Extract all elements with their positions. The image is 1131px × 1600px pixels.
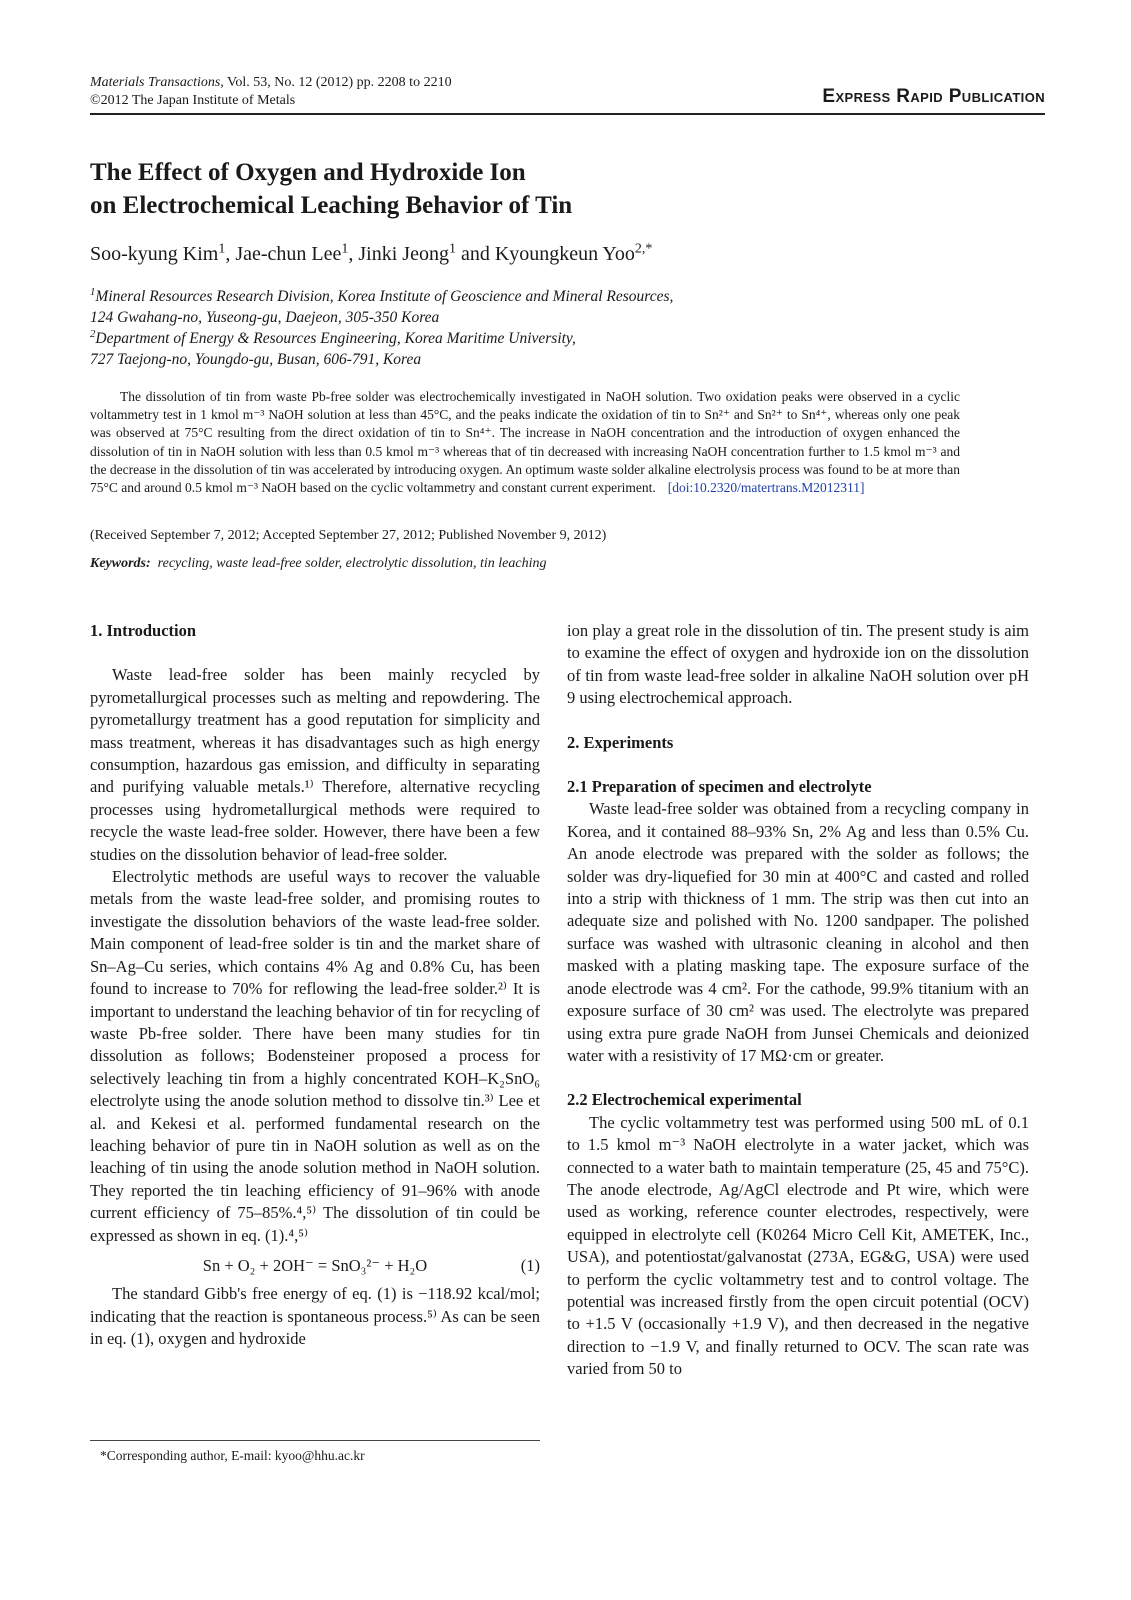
- affiliations: [90, 286, 673, 370]
- section-heading: 1. Introduction: [90, 621, 197, 640]
- subsection-heading: 2.1 Preparation of specimen and electrolyte: [567, 777, 872, 797]
- author-sep: and: [455, 243, 495, 265]
- paper-title: [90, 156, 990, 222]
- equation: [90, 1255, 540, 1277]
- footnote-rule: [90, 1440, 540, 1441]
- affil-number: 1: [90, 285, 96, 298]
- paragraph: Waste lead-free solder was obtained from a recycling company in Korea, and it contained 88–93% Sn, 2% Ag and less than 0.5% Cu. An anode electrode was prepared with the solder as follows; the solder was dry-liquefied for 30 min at 400°C and casted and rolled into a strip with thickness of 1 mm. The strip was then cut into an adequate size and polished with No. 1200 sandpaper. The polished surface was washed with ultrasonic cleaning in alcohol and then masked with a plating masking tape. The exposure surface of the anode electrode was 4 cm². For the cathode, 99.9% titanium with an exposure surface of 30 cm² was used. The electrolyte was prepared using extra pure grade NaOH from Junsei Chemicals and deionized water with a resistivity of 17 MΩ·cm or greater.: [567, 799, 1029, 1065]
- affil-number: 2: [90, 327, 96, 340]
- author-name: Jinki Jeong: [358, 243, 449, 265]
- header-rule: [90, 113, 1045, 115]
- journal-header: [90, 74, 452, 110]
- received-dates: (Received September 7, 2012; Accepted September 27, 2012; Published November 9, 2012): [90, 528, 607, 543]
- footnote: *Corresponding author, E-mail: kyoo@hhu.ac.kr: [100, 1448, 365, 1463]
- author-affil: 1: [341, 241, 349, 257]
- equation-number: (1): [520, 1255, 540, 1275]
- affil-line: Department of Energy & Resources Engineering, Korea Maritime University,: [95, 330, 576, 347]
- affil-line: Mineral Resources Research Division, Korea Institute of Geoscience and Mineral Resources,: [95, 288, 674, 305]
- title-line-1: The Effect of Oxygen and Hydroxide Ion: [90, 159, 526, 186]
- affil-line: 124 Gwahang-no, Yuseong-gu, Daejeon, 305-350 Korea: [90, 309, 440, 326]
- author-name: Jae-chun Lee: [235, 243, 342, 265]
- title-line-2: on Electrochemical Leaching Behavior of Tin: [90, 192, 573, 219]
- paragraph: ion play a great role in the dissolution of tin. The present study is aim to examine the effect of oxygen and hydroxide ion on the dissolution of tin from waste lead-free solder in alkaline NaOH solution over pH 9 using electrochemical approach.: [567, 621, 1029, 708]
- section-heading: 2. Experiments: [567, 732, 674, 752]
- affil-line: 727 Taejong-no, Youngdo-gu, Busan, 606-791, Korea: [90, 351, 422, 368]
- abstract-text: The dissolution of tin from waste Pb-free solder was electrochemically investigated in NaOH solution. Two oxidation peaks were observed in a cyclic voltammetry test in 1 kmol m⁻³ NaOH solution at less than 45°C, and the peaks indicate the oxidation of tin to Sn²⁺ and Sn²⁺ to Sn⁴⁺, whereas only one peak was observed at 75°C resulting from the direct oxidation of tin to Sn⁴⁺. The increase in NaOH concentration and the introduction of oxygen enhanced the dissolution of tin in NaOH solution with less than 0.5 kmol m⁻³ whereas that of tin decreased with increasing NaOH concentration further to 1.5 kmol m⁻³ and the decrease in the dissolution of tin was accelerated by introducing oxygen. An optimum waste solder alkaline electrolysis process was found to be at more than 75°C and around 0.5 kmol m⁻³ NaOH based on the cyclic voltammetry and constant current experiment.: [90, 389, 960, 496]
- paragraph: Waste lead-free solder has been mainly recycled by pyrometallurgical processes such as melting and repowdering. The pyrometallurgy treatment has a good reputation for simplicity and mass treatment, whereas it has disadvantages such as high energy consumption, hazardous gas emission, and difficulty in separating and purifying valuable metals.¹⁾ Therefore, alternative recycling processes using hydrometallurgical methods were required to recycle the waste lead-free solder. However, there have been a few studies on the dissolution behavior of lead-free solder.: [90, 665, 540, 864]
- journal-details: , Vol. 53, No. 12 (2012) pp. 2208 to 2210: [220, 75, 452, 90]
- copyright: ©2012 The Japan Institute of Metals: [90, 93, 296, 108]
- subsection-heading: 2.2 Electrochemical experimental: [567, 1090, 802, 1110]
- author-list: [90, 243, 652, 266]
- author-affil: 1: [218, 241, 226, 257]
- keywords-value: recycling, waste lead-free solder, electrolytic dissolution, tin leaching: [157, 556, 547, 571]
- paragraph: Electrolytic methods are useful ways to recover the valuable metals from the waste lead-free solder, and promising routes to investigate the dissolution behaviors of the waste lead-free solder. Main component of lead-free solder is tin and the market share of Sn–Ag–Cu series, which contains 4% Ag and 0.8% Cu, has been found to increase to 70% for reflowing the lead-free solder.²⁾ It is important to understand the leaching behavior of tin for recycling of waste Pb-free solder. There have been many studies for tin dissolution as follows; Bodensteiner proposed a process for selectively leaching tin from a highly concentrated KOH–K₂SnO₆ electrolyte using the anode solution method to dissolve tin.³⁾ Lee et al. and Kekesi et al. performed fundamental research on the leaching behavior of pure tin in NaOH solution as well as on the leaching of tin using the anode solution method in NaOH solution. They reported the tin leaching efficiency of 91–96% with anode current efficiency of 75–85%.⁴,⁵⁾ The dissolution of tin could be expressed as shown in eq. (1).⁴,⁵⁾: [90, 867, 540, 1245]
- author-affil: 1: [448, 241, 456, 257]
- author-name: Soo-kyung Kim: [90, 243, 219, 265]
- left-column: [90, 620, 540, 1351]
- keywords: [90, 556, 546, 572]
- journal-name: Materials Transactions: [90, 75, 221, 90]
- paragraph: The cyclic voltammetry test was performed using 500 mL of 0.1 to 1.5 kmol m⁻³ NaOH electrolyte in a water jacket, which was connected to a water bath to maintain temperature (25, 45 and 75°C). The anode electrode, Ag/AgCl electrode and Pt wire, which were used as working, reference counter electrodes, respectively, were equipped in electrolyte cell (K0264 Micro Cell Kit, AMETEK, Inc., USA), and potentiostat/galvanostat (273A, EG&G, USA) were used to perform the cyclic voltammetry test and to control voltage. The potential was increased firstly from the open circuit potential (OCV) to +1.5 V (occasionally +1.9 V), and then decreased in the negative direction to −1.9 V, and finally returned to OCV. The scan rate was varied from 50 to: [567, 1112, 1029, 1379]
- author-sep: ,: [348, 243, 359, 265]
- publication-type: Express Rapid Publication: [822, 86, 1045, 107]
- abstract: [90, 388, 960, 497]
- right-column: [567, 620, 1029, 1381]
- keywords-label: Keywords:: [90, 556, 151, 571]
- author-sep: ,: [225, 243, 236, 265]
- paragraph: The standard Gibb's free energy of eq. (1) is −118.92 kcal/mol; indicating that the reaction is spontaneous process.⁵⁾ As can be seen in eq. (1), oxygen and hydroxide: [90, 1284, 540, 1349]
- equation-body: Sn + O₂ + 2OH⁻ = SnO₃²⁻ + H₂O: [202, 1255, 428, 1275]
- author-name: Kyoungkeun Yoo: [494, 243, 635, 265]
- author-affil: 2,*: [634, 241, 653, 257]
- doi-link[interactable]: [doi:10.2320/matertrans.M2012311]: [667, 480, 865, 496]
